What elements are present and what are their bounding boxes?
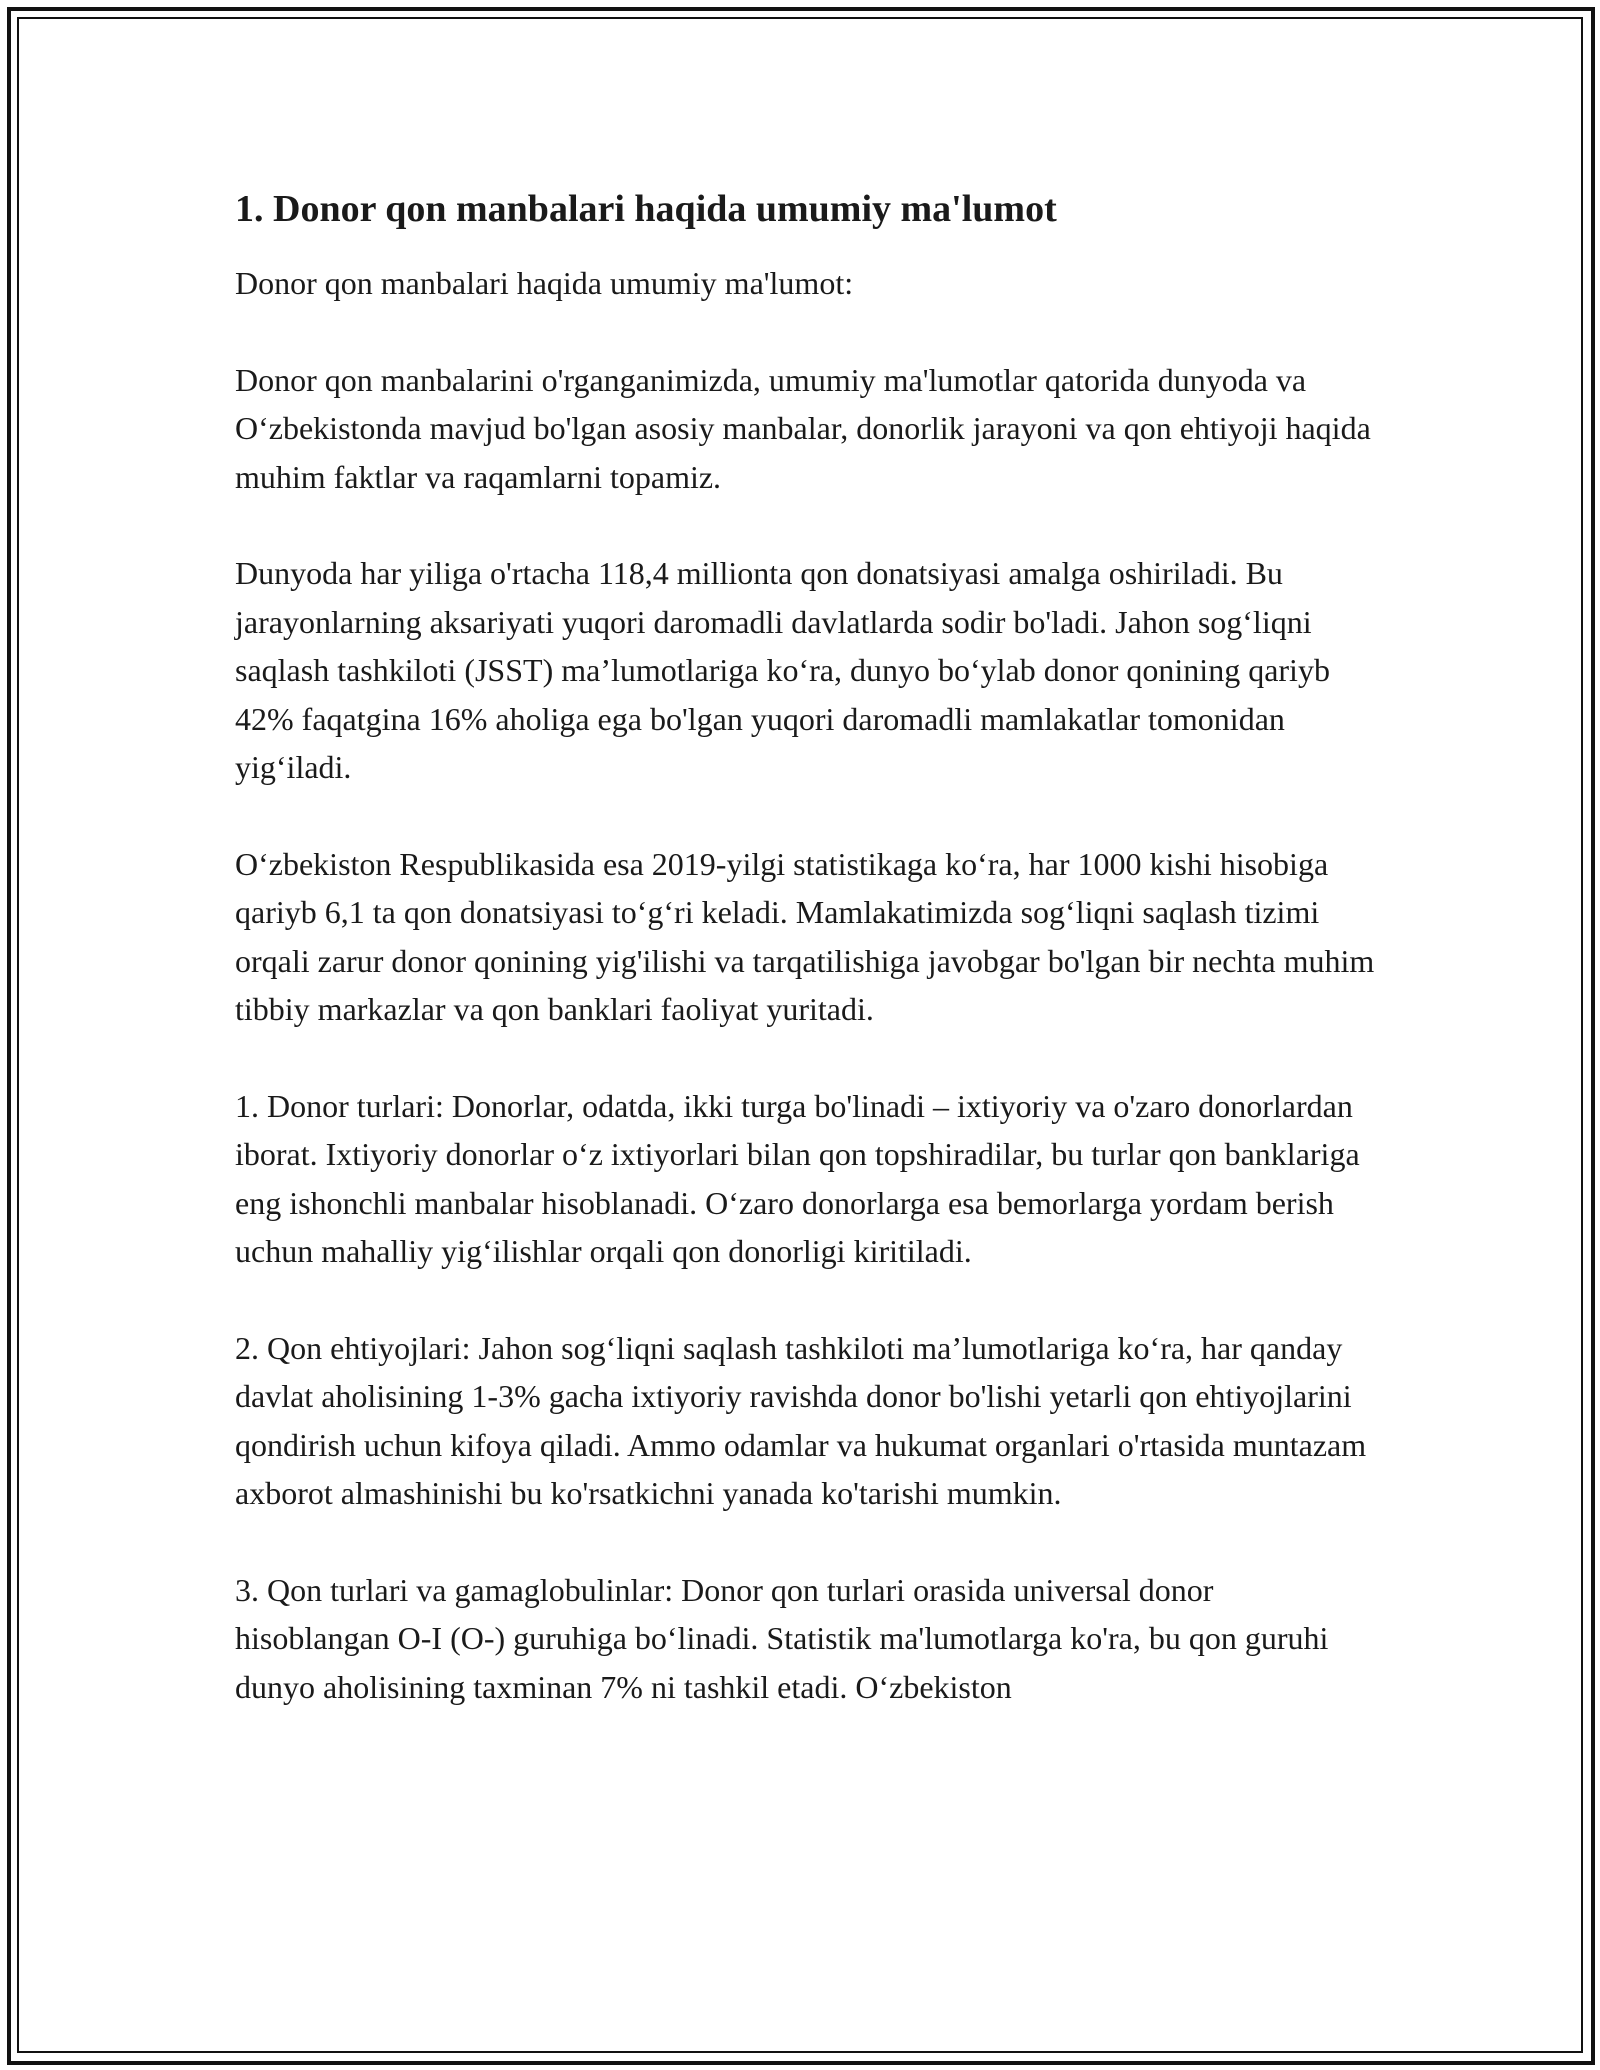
donor-types-paragraph: 1. Donor turlari: Donorlar, odatda, ikki turga bo'linadi – ixtiyoriy va o'zaro donorlardan iborat. Ixtiyoriy donorlar o‘z ixtiyorlari bilan qon topshiradilar, bu turlar qon banklariga eng ishonchli manbalar hisoblanadi. O‘zaro donorlarga esa bemorlarga yordam berish uchun mahalliy yig‘ilishlar orqali qon donorligi kiritiladi. — [235, 1087, 1360, 1269]
blood-types-paragraph: 3. Qon turlari va gamaglobulinlar: Donor qon turlari orasida universal donor hisoblangan O-I (O-) guruhiga bo‘linadi. Statistik ma'lumotlarga ko'ra, bu qon guruhi dunyo aholisining taxminan 7% ni tashkil etadi. O‘zbekiston — [235, 1571, 1329, 1705]
section-heading: 1. Donor qon manbalari haqida umumiy ma'lumot — [235, 188, 1057, 230]
blood-needs-paragraph: 2. Qon ehtiyojlari: Jahon sog‘liqni saqlash tashkiloti ma’lumotlariga ko‘ra, har qanday davlat aholisining 1-3% gacha ixtiyoriy ravishda donor bo'lishi yetarli qon ehtiyojlarini qondirish uchun kifoya qiladi. Ammo odamlar va hukumat organlari o'rtasida muntazam axborot almashinishi bu ko'rsatkichni yanada ko'tarishi mumkin. — [235, 1329, 1367, 1511]
intro-paragraph: Donor qon manbalari haqida umumiy ma'lumot: — [235, 265, 854, 301]
overview-paragraph: Donor qon manbalarini o'rganganimizda, umumiy ma'lumotlar qatorida dunyoda va O‘zbekistonda mavjud bo'lgan asosiy manbalar, donorlik jarayoni va qon ehtiyoji haqida muhim faktlar va raqamlarni topamiz. — [235, 361, 1371, 495]
document-body — [235, 185, 1375, 1759]
uzbekistan-statistics-paragraph: O‘zbekiston Respublikasida esa 2019-yilgi statistikaga ko‘ra, har 1000 kishi hisobiga qariyb 6,1 ta qon donatsiyasi to‘g‘ri keladi. Mamlakatimizda sog‘liqni saqlash tizimi orqali zarur donor qonining yig'ilishi va tarqatilishiga javobgar bo'lgan bir nechta muhim tibbiy markazlar va qon banklari faoliyat yuritadi. — [235, 845, 1375, 1027]
world-statistics-paragraph: Dunyoda har yiliga o'rtacha 118,4 millionta qon donatsiyasi amalga oshiriladi. Bu jarayonlarning aksariyati yuqori daromadli davlatlarda sodir bo'ladi. Jahon sog‘liqni saqlash tashkiloti (JSST) ma’lumotlariga ko‘ra, dunyo bo‘ylab donor qonining qariyb 42% faqatgina 16% aholiga ega bo'lgan yuqori daromadli mamlakatlar tomonidan yig‘iladi. — [235, 555, 1330, 785]
